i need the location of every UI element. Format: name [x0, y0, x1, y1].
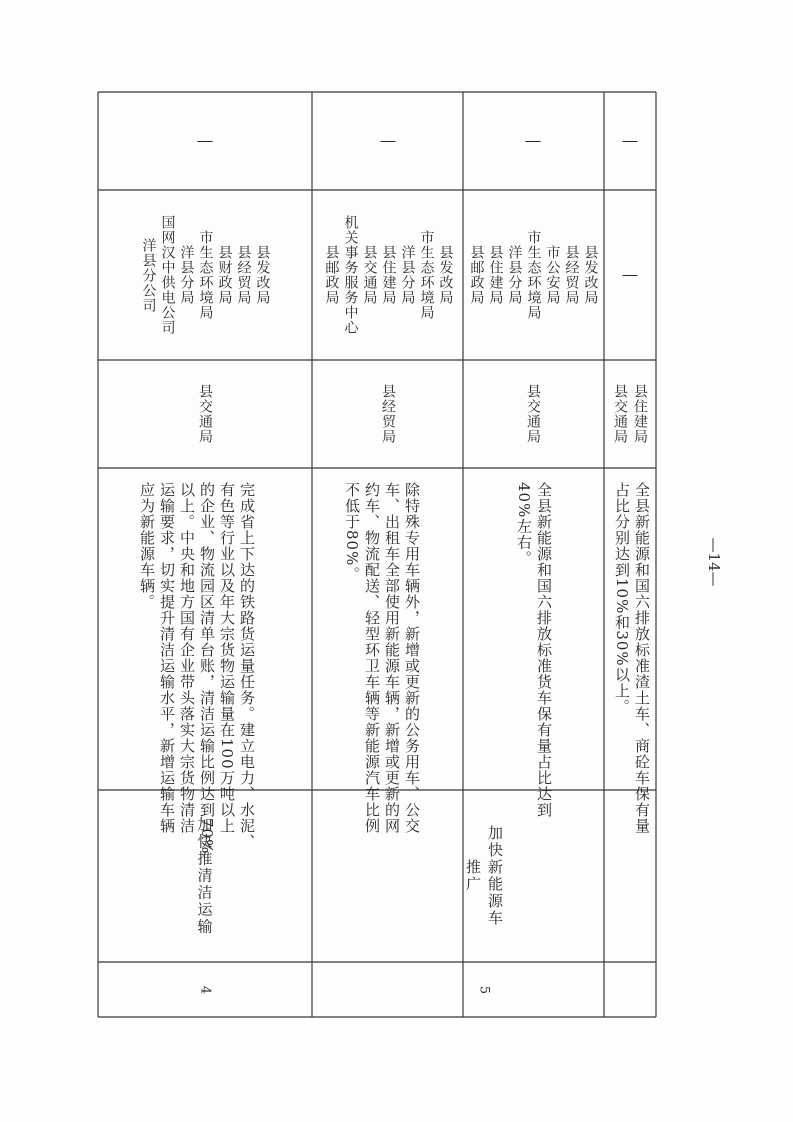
page-number: —14—	[705, 537, 723, 587]
row-4-lead-unit: 县交通局	[197, 384, 213, 444]
row-5c-content: 全县新能源和国六排放标准渣土车、商砼车保有量 占比分别达到10%和30%以上。	[613, 482, 651, 834]
row-4-category: 加快推清洁运输	[195, 816, 214, 936]
row-5a-responsible-units: 县发改局 市生态环境局 洋县分局 县住建局 县交通局 机关事务服务中心 县邮政局	[323, 215, 454, 335]
row-5a-lead-unit: 县经贸局	[380, 384, 396, 444]
row-4-number: 4	[197, 985, 213, 995]
row-5-number: 5	[476, 985, 492, 995]
row-5b-remark: —	[525, 132, 541, 150]
row-5b-content: 全县新能源和国六排放标准货车保有量占比达到 40%左右。	[515, 482, 553, 818]
row-4-content: 完成省上下达的铁路货运量任务。建立电力、水泥、 有色等行业以及年大宗货物运输量在100万吨以上 的企业、物流园区清单台账，清洁运输比例达到70% 以上。中央和地方国有企业带头落实大宗货物清洁 运输要求，切实提升清洁运输水平，新增运输车辆 应为新能源车辆。	[138, 482, 256, 855]
row-4-remark: —	[197, 132, 213, 150]
row-5c-remark: —	[622, 132, 638, 150]
row-4-responsible-units: 县发改局 县经贸局 县财政局 市生态环境局 洋县分局 国网汉中供电公司 洋县分公司	[140, 215, 271, 335]
row-5c-lead-unit: 县住建局 县交通局	[612, 384, 648, 444]
row-5a-remark: —	[380, 132, 396, 150]
row-5b-responsible-units: 县发改局 县经贸局 市公安局 市生态环境局 洋县分局 县住建局 县邮政局	[468, 230, 599, 320]
row-5-category: 加快新能源车 推广	[464, 825, 504, 927]
row-5a-content: 除特殊专用车辆外，新增或更新的公务用车、公交 车、出租车全部使用新能源车辆，新增或更新的网 约车、物流配送、轻型环卫车辆等新能源汽车比例 不低于80%。	[343, 482, 421, 834]
row-5b-lead-unit: 县交通局	[525, 384, 541, 444]
row-5c-responsible-units: —	[622, 266, 638, 284]
